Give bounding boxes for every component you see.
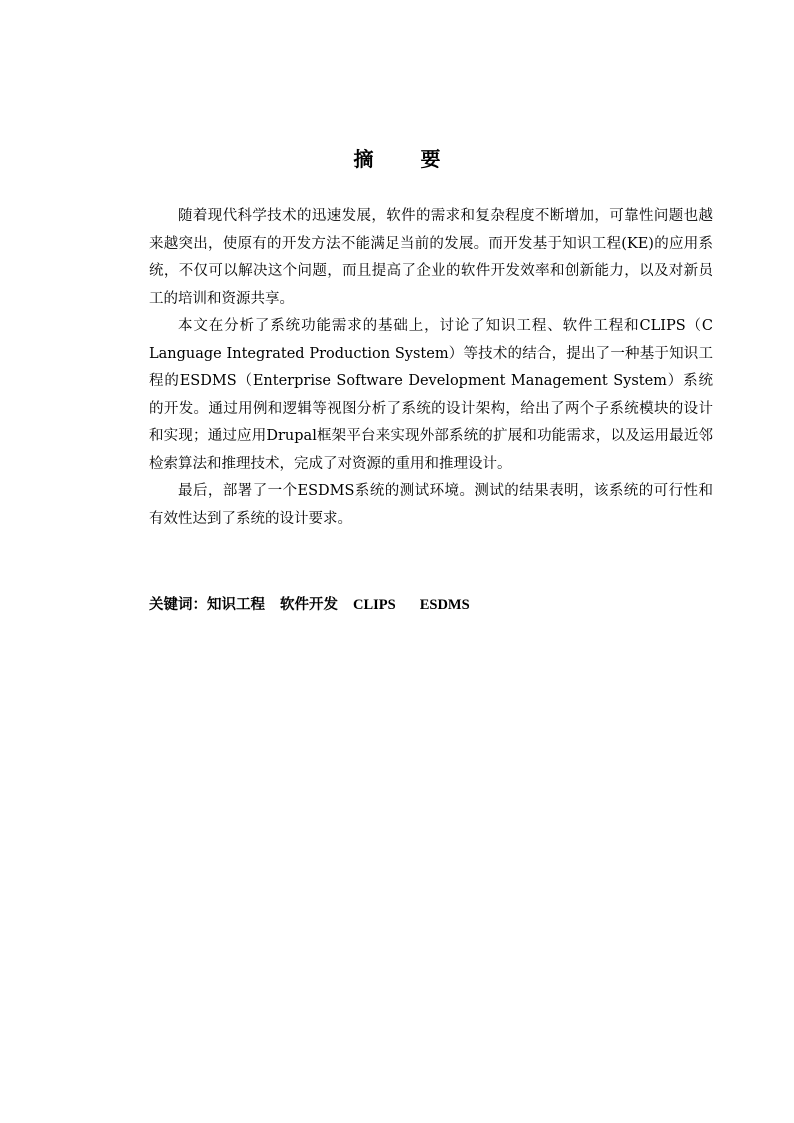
keyword-1: 知识工程 — [207, 597, 265, 613]
abstract-paragraph-3: 最后，部署了一个ESDMS系统的测试环境。测试的结果表明，该系统的可行性和有效性达到了系统的设计要求。 — [149, 483, 713, 527]
keyword-2: 软件开发 — [280, 597, 338, 613]
keywords-label: 关键词： — [149, 597, 207, 613]
abstract-paragraph-1: 随着现代科学技术的迅速发展，软件的需求和复杂程度不断增加，可靠性问题也越来越突出，使原有的开发方法不能满足当前的发展。而开发基于知识工程(KE)的应用系统，不仅可以解决这个问题，而且提高了企业的软件开发效率和创新能力，以及对新员工的培训和资源共享。 — [149, 208, 713, 307]
keyword-4: ESDMS — [419, 597, 470, 613]
abstract-paragraph-2: 本文在分析了系统功能需求的基础上，讨论了知识工程、软件工程和CLIPS（C Language Integrated Production System）等技术的结合，提出了一种基于知识工程的ESDMS（Enterprise Software Development Management System）系统的开发。通过用例和逻辑等视图分析了系统的设计架构，给出了两个子系统模块的设计和实现；通过应用Drupal框架平台来实现外部系统的扩展和功能需求，以及运用最近邻检索算法和推理技术，完成了对资源的重用和推理设计。 — [149, 318, 713, 472]
page-title: 摘 要 — [353, 147, 461, 171]
keywords-line — [149, 593, 713, 617]
keyword-3: CLIPS — [353, 597, 396, 613]
abstract-body — [149, 203, 713, 533]
